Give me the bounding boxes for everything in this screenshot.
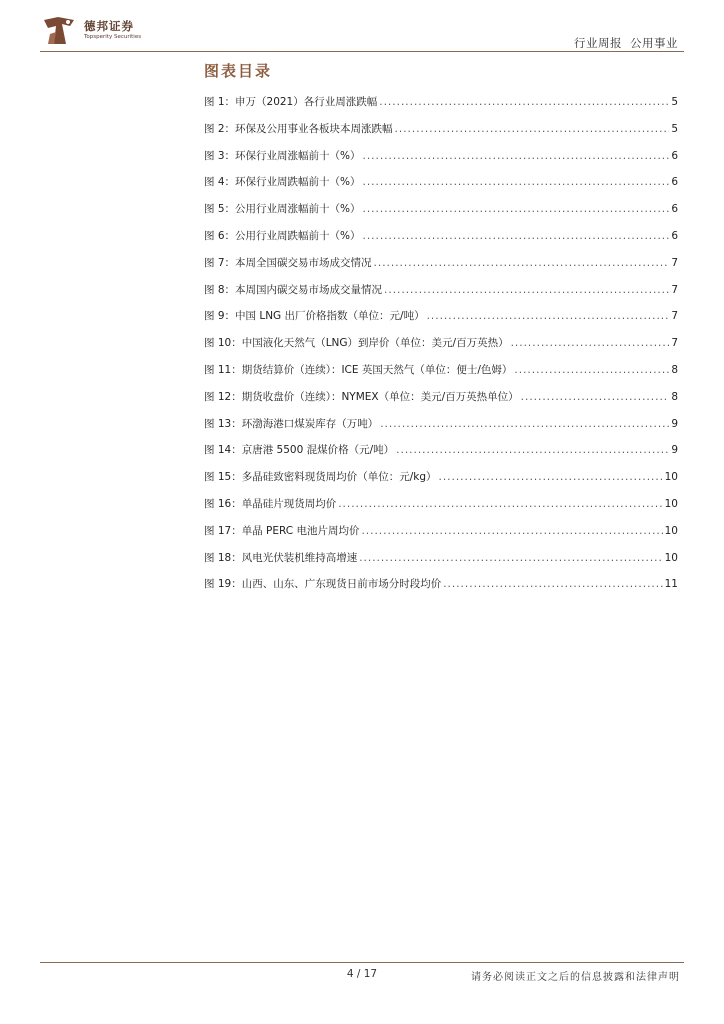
toc-dot-leader [380,418,669,430]
toc-entry[interactable] [204,550,678,577]
toc-entry-page: 10 [664,471,678,484]
toc-entry-page: 7 [671,337,678,350]
toc-dot-leader [359,552,662,564]
toc-entry-label: 图 15：多晶硅致密料现货周均价（单位：元/kg） [204,471,437,484]
toc-dot-leader [514,364,669,376]
toc-entry-page: 9 [671,444,678,457]
company-logo [40,14,150,48]
toc-entry[interactable] [204,416,678,443]
toc-entry-page: 5 [671,96,678,108]
toc-entry-page: 6 [671,149,678,162]
toc-entry-label: 图 5：公用行业周涨幅前十（%） [204,203,361,216]
logo-mark-icon [40,14,80,48]
toc-dot-leader [363,150,670,162]
toc-dot-leader [521,391,670,403]
toc-entry[interactable] [204,362,678,389]
toc-entry[interactable] [204,442,678,469]
toc-dot-leader [511,337,670,349]
toc-entry-page: 9 [671,417,678,430]
toc-entry-page: 7 [671,310,678,323]
toc-entry[interactable] [204,174,678,201]
toc-dot-leader [443,578,662,590]
toc-dot-leader [374,257,670,269]
toc-entry[interactable] [204,523,678,550]
toc-entry-page: 6 [671,203,678,216]
toc-entry[interactable] [204,121,678,148]
toc-entry[interactable] [204,148,678,175]
logo-text-en: Topsperity Securities [84,34,142,40]
header-divider [40,51,684,52]
toc-entry[interactable] [204,496,678,523]
industry-label: 公用事业 [630,36,678,50]
toc-dot-leader [384,284,669,296]
toc-dot-leader [363,230,670,242]
toc-entry-label: 图 14：京唐港 5500 混煤价格（元/吨） [204,444,395,457]
toc-dot-leader [427,310,670,322]
toc-entry-label: 图 11：期货结算价（连续）：ICE 英国天然气（单位：便士/色姆） [204,363,513,376]
toc-entry-label: 图 8：本周国内碳交易市场成交量情况 [204,283,383,296]
toc-entry[interactable] [204,576,678,603]
toc-entry-label: 图 12：期货收盘价（连续）：NYMEX（单位：美元/百万英热单位） [204,390,519,403]
toc-entry[interactable] [204,469,678,496]
toc-entry-page: 11 [664,578,678,591]
report-type-label: 行业周报 [574,36,622,50]
toc-entry-label: 图 7：本周全国碳交易市场成交情况 [204,256,372,269]
toc-entry-label: 图 16：单晶硅片现货周均价 [204,497,337,510]
toc-entry-label: 图 19：山西、山东、广东现货日前市场分时段均价 [204,578,442,591]
toc-entry-label: 图 3：环保行业周涨幅前十（%） [204,149,361,162]
toc-entry-page: 10 [664,524,678,537]
toc-entry-page: 5 [671,122,678,135]
toc-dot-leader [379,96,669,108]
toc-entry[interactable] [204,335,678,362]
toc-entry-page: 8 [671,390,678,403]
toc-entry[interactable] [204,201,678,228]
toc-entry[interactable] [204,389,678,416]
toc-entry-page: 6 [671,176,678,189]
toc-entry[interactable] [204,255,678,282]
toc-entry-label: 图 17：单晶 PERC 电池片周均价 [204,524,360,537]
toc-dot-leader [438,471,662,483]
header-labels [574,35,678,51]
toc-entry-label: 图 10：中国液化天然气（LNG）到岸价（单位：美元/百万英热） [204,337,509,350]
toc-entry[interactable] [204,94,678,121]
toc-dot-leader [361,525,662,537]
footer-disclaimer: 请务必阅读正文之后的信息披露和法律声明 [471,972,680,983]
toc-entry-label: 图 13：环渤海港口煤炭库存（万吨） [204,417,379,430]
toc-entry[interactable] [204,282,678,309]
toc-dot-leader [363,176,670,188]
toc-dot-leader [396,444,669,456]
toc-entry-label: 图 9：中国 LNG 出厂价格指数（单位：元/吨） [204,310,425,323]
toc-entry-page: 8 [671,363,678,376]
toc-entry-label: 图 4：环保行业周跌幅前十（%） [204,176,361,189]
toc-entry-page: 7 [671,283,678,296]
toc-title: 图表目录 [204,62,273,80]
footer-divider [40,962,684,963]
toc-entry-label: 图 2：环保及公用事业各板块本周涨跌幅 [204,122,393,135]
logo-text-cn: 德邦证券 [84,19,134,33]
toc-dot-leader [363,203,670,215]
toc-list [204,94,678,603]
toc-entry-page: 10 [664,551,678,564]
toc-entry-page: 10 [664,497,678,510]
toc-dot-leader [395,123,670,135]
toc-entry-page: 6 [671,229,678,242]
toc-entry-label: 图 6：公用行业周跌幅前十（%） [204,229,361,242]
page-number: 4 / 17 [346,968,378,980]
toc-entry-label: 图 1：申万（2021）各行业周涨跌幅 [204,96,378,108]
toc-entry[interactable] [204,308,678,335]
toc-entry[interactable] [204,228,678,255]
toc-dot-leader [338,498,662,510]
toc-entry-page: 7 [671,256,678,269]
toc-entry-label: 图 18：风电光伏装机维持高增速 [204,551,358,564]
